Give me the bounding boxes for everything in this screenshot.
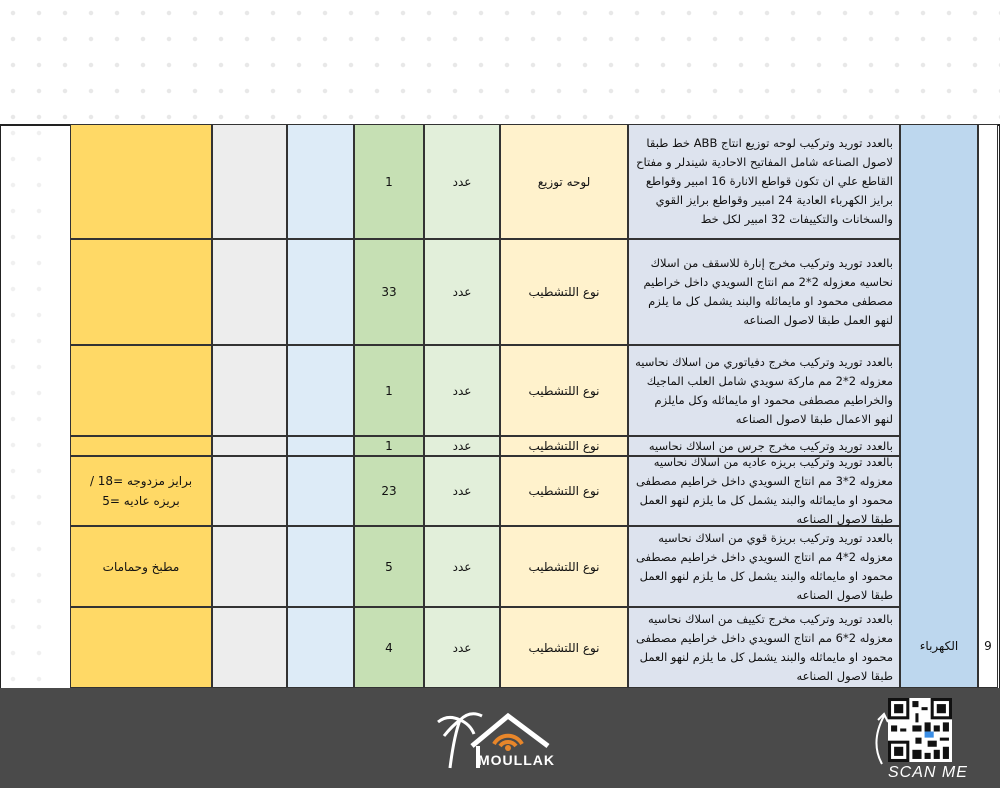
table-cell-type <box>500 526 628 607</box>
table-cell-unit <box>424 526 500 607</box>
table-cell-unit <box>424 607 500 688</box>
unit-text: عدد <box>452 439 472 453</box>
brand-name: MOULLAK <box>478 752 555 768</box>
qty-text: 23 <box>381 484 397 498</box>
table-cell-desc <box>628 124 900 239</box>
table-cell-c5 <box>287 526 354 607</box>
table-cell-type <box>500 456 628 526</box>
qty-text: 5 <box>385 559 393 574</box>
table-cell-type <box>500 607 628 688</box>
table-cell-desc <box>628 345 900 436</box>
type-text: نوع اللتشطيب <box>528 439 600 453</box>
table-cell-c5 <box>287 436 354 456</box>
type-text: نوع اللتشطيب <box>528 484 600 498</box>
table-cell-type <box>500 436 628 456</box>
table-cell-desc <box>628 456 900 526</box>
table-cell-unit <box>424 345 500 436</box>
item-number-cell <box>978 124 998 688</box>
table-cell-c6 <box>212 436 287 456</box>
curved-arrow-icon <box>868 708 894 768</box>
desc-text: بالعدد توريد وتركيب مخرج تكييف من اسلاك نحاسيه معزوله 2*6 مم انتاج السويدي داخل خراطيم مصطفى محمود او مايماثله والبند يشمل كل ما يلزم لنهو العمل طبقا لاصول الصناعه <box>635 611 893 683</box>
table-cell-c5 <box>287 456 354 526</box>
table-cell-c6 <box>212 345 287 436</box>
desc-text: بالعدد توريد وتركيب مخرج دفياتوري من اسلاك نحاسيه معزوله 2*2 مم ماركة سويدي شامل العلب الماجيك والخراطيم مصطفى محمود او مايماثله وكل مايلزم لنهو الاعمال طبقا لاصول الصناعه <box>635 354 893 426</box>
unit-text: عدد <box>452 285 472 299</box>
table-cell-note <box>70 526 212 607</box>
unit-text: عدد <box>452 559 472 574</box>
table-cell-desc <box>628 607 900 688</box>
table-cell-qty <box>354 526 424 607</box>
table-cell-qty <box>354 436 424 456</box>
type-text: نوع اللتشطيب <box>528 559 600 574</box>
unit-text: عدد <box>452 174 472 189</box>
desc-text: بالعدد توريد وتركيب لوحه توزيع انتاج ABB خط طبقا لاصول الصناعه شامل المفاتيح الاحادية شيندلر و مفتاح القاطع علي ان تكون قواطع الانارة 16 امبير وقواطع برايز الكهرباء العادية 24 امبير وقواطع برايز القوي والسخانات والتكييفات 32 امبير لكل خط <box>636 136 893 226</box>
table-cell-type <box>500 345 628 436</box>
unit-text: عدد <box>452 484 472 498</box>
unit-text: عدد <box>452 383 472 398</box>
category-label: الكهرباء <box>919 639 959 653</box>
table-cell-unit <box>424 456 500 526</box>
qty-text: 1 <box>385 174 393 189</box>
desc-text: بالعدد توريد وتركيب بريزة قوي من اسلاك نحاسيه معزوله 2*4 مم انتاج السويدي داخل خراطيم مصطفى محمود او مايماثله والبند يشمل كل ما يلزم لنهو العمل طبقا لاصول الصناعه <box>635 530 893 602</box>
table-cell-c5 <box>287 124 354 239</box>
table-cell-desc <box>628 526 900 607</box>
background-dot-pattern <box>0 0 1000 120</box>
table-cell-note <box>70 124 212 239</box>
table-cell-c6 <box>212 607 287 688</box>
qty-text: 1 <box>385 439 393 453</box>
table-cell-c6 <box>212 239 287 345</box>
qty-text: 4 <box>385 640 393 655</box>
table-cell-note <box>70 239 212 345</box>
qty-text: 33 <box>381 285 397 299</box>
table-cell-qty <box>354 607 424 688</box>
table-cell-c5 <box>287 239 354 345</box>
qr-code-icon[interactable] <box>888 698 952 762</box>
table-left-edge <box>0 124 1 688</box>
table-cell-qty <box>354 239 424 345</box>
category-cell <box>900 124 978 688</box>
table-cell-unit <box>424 124 500 239</box>
desc-text: بالعدد توريد وتركيب مخرج إنارة للاسقف من اسلاك نحاسيه معزوله 2*2 مم انتاج السويدي داخل خراطيم مصطفى محمود او مايماثله والبند يشمل كل ما يلزم لنهو العمل طبقا لاصول الصناعه <box>643 256 893 327</box>
desc-text: بالعدد توريد وتركيب بريزه عاديه من اسلاك نحاسيه معزوله 2*3 مم انتاج السويدي داخل خراطيم مصطفى محمود او مايماثله والبند يشمل كل ما يلزم لنهو العمل طبقا لاصول الصناعه <box>635 455 893 526</box>
table-cell-qty <box>354 124 424 239</box>
scan-me-label: SCAN ME <box>888 764 968 781</box>
desc-text: بالعدد توريد وتركيب مخرج جرس من اسلاك نحاسيه <box>648 438 893 453</box>
table-cell-unit <box>424 436 500 456</box>
note-text: مطبخ وحمامات <box>102 559 180 574</box>
table-cell-c5 <box>287 345 354 436</box>
item-number: 9 <box>984 639 992 653</box>
type-text: نوع اللتشطيب <box>528 285 600 299</box>
table-cell-note <box>70 345 212 436</box>
table-cell-c6 <box>212 124 287 239</box>
table-cell-desc <box>628 239 900 345</box>
type-text: نوع اللتشطيب <box>528 640 600 655</box>
table-cell-note <box>70 456 212 526</box>
table-cell-type <box>500 124 628 239</box>
table-cell-c6 <box>212 456 287 526</box>
note-text: برايز مزدوجه =18 / بريزه عاديه =5 <box>89 474 193 508</box>
qty-text: 1 <box>385 383 393 398</box>
table-cell-type <box>500 239 628 345</box>
table-cell-c6 <box>212 526 287 607</box>
type-text: لوحه توزيع <box>537 174 591 189</box>
type-text: نوع اللتشطيب <box>528 383 600 398</box>
unit-text: عدد <box>452 640 472 655</box>
table-cell-note <box>70 607 212 688</box>
table-cell-c5 <box>287 607 354 688</box>
table-cell-qty <box>354 345 424 436</box>
table-cell-note <box>70 436 212 456</box>
table-cell-unit <box>424 239 500 345</box>
table-cell-qty <box>354 456 424 526</box>
